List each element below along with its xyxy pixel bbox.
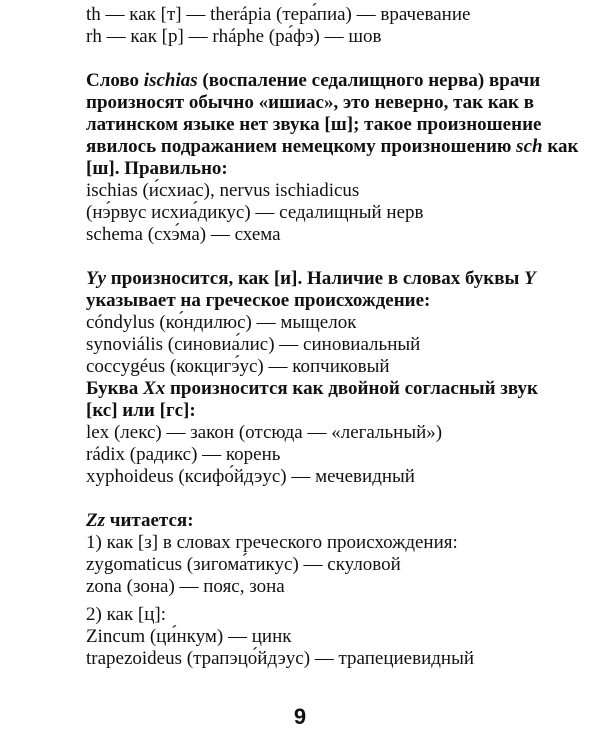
term: Zz (86, 510, 105, 531)
text-span: как (542, 136, 579, 157)
text-span: произносится как двойной согласный звук (165, 378, 538, 399)
text-line: th — как [т] — therápia (тера́пиа) — врачевание (86, 4, 471, 25)
section-letter-x (86, 378, 556, 488)
heading-line: указывает на греческое происхождение: (86, 290, 431, 311)
heading-line: [кс] или [гс]: (86, 400, 196, 421)
text-span: (воспаление седалищного нерва) врачи (197, 70, 541, 91)
term: ischias (143, 70, 198, 91)
example-line: schema (схэ́ма) — схема (86, 224, 281, 245)
heading-line (86, 378, 556, 400)
text-line (86, 136, 579, 158)
heading-line (86, 510, 556, 532)
example-line: zona (зона) — пояс, зона (86, 576, 285, 597)
term: Xx (143, 378, 166, 399)
section-ischias (86, 70, 579, 246)
page-content (86, 4, 579, 670)
text-line: rh — как [р] — rháphe (ра́фэ) — шов (86, 26, 382, 47)
section-letter-y (86, 268, 556, 378)
page-number: 9 (293, 704, 307, 729)
text-line: [ш]. Правильно: (86, 158, 228, 179)
example-line: cóndylus (ко́ндилюс) — мыщелок (86, 312, 357, 333)
heading-line (86, 268, 556, 290)
text-span: читается: (105, 510, 194, 531)
example-line: synoviális (синовиа́лис) — синовиальный (86, 334, 421, 355)
term: Yy (86, 268, 107, 289)
text-span: Слово (86, 70, 144, 91)
term: Y (524, 268, 536, 289)
example-line: lex (лекс) — закон (отсюда — «легальный») (86, 422, 443, 443)
example-line: coccygéus (кокцигэ́ус) — копчиковый (86, 356, 390, 377)
example-line: Zincum (ци́нкум) — цинк (86, 626, 292, 647)
text-span: произносится, как [и]. Наличие в словах буквы (106, 268, 525, 289)
example-line: zygomaticus (зигома́тикус) — скуловой (86, 554, 401, 575)
rule-line: 2) как [ц]: (86, 604, 167, 625)
text-line (86, 70, 556, 92)
rule-line: 1) как [з] в словах греческого происхождения: (86, 532, 458, 553)
example-line: trapezoideus (трапэцо́йдэус) — трапециевидный (86, 648, 475, 669)
term: sch (516, 136, 543, 157)
text-span: явилось подражанием немецкому произношению (86, 136, 517, 157)
text-line: латинском языке нет звука [ш]; такое произношение (86, 114, 542, 135)
spacer (86, 246, 556, 268)
example-line: ischias (и́схиас), nervus ischiadicus (86, 180, 360, 201)
example-line: (нэ́рвус исхиа́дикус) — седалищный нерв (86, 202, 424, 223)
example-line: xyphoideus (ксифо́йдэус) — мечевидный (86, 466, 415, 487)
spacer (86, 48, 556, 70)
section-letter-z (86, 510, 556, 670)
spacer (86, 488, 556, 510)
example-line: rádix (радикс) — корень (86, 444, 281, 465)
section-th-rh (86, 4, 556, 48)
text-line: произносят обычно «ишиас», это неверно, так как в (86, 92, 534, 113)
text-span: Буква (86, 378, 144, 399)
